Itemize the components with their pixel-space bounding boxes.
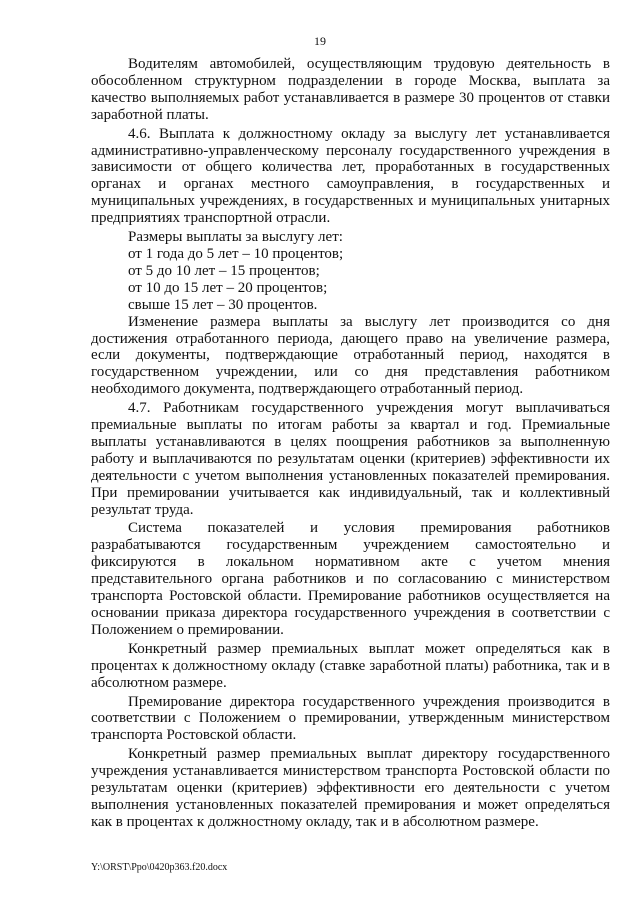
paragraph-seniority-sizes-heading: Размеры выплаты за выслугу лет: (128, 229, 343, 246)
list-item: свыше 15 лет – 30 процентов. (128, 296, 318, 313)
paragraph-bonus-indicators: Система показателей и условия премирования работников разрабатываются государственным учреждением самостоятельно и фиксируются в локальном нормативном акте с учетом мнения представительного органа работников и по согласованию с министерством транспорта Ростовской области. Премирование работников осуществляется на основании приказа директора государственного учреждения в соответствии с Положением о премировании. (91, 520, 610, 638)
list-item: от 5 до 10 лет – 15 процентов; (128, 262, 320, 279)
footer-file-path: Y:\ORST\Ppo\0420p363.f20.docx (91, 862, 228, 873)
paragraph-director-bonus-size: Конкретный размер премиальных выплат директору государственного учреждения устанавливается министерством транспорта Ростовской области по результатам оценки (критериев) эффективности его деятельности с учетом выполнения установленных показателей премирования и может определяться как в процентах к должностному окладу, так и в абсолютном размере. (91, 746, 610, 830)
document-body (91, 56, 610, 833)
list-item: от 10 до 15 лет – 20 процентов; (128, 279, 328, 296)
list-item: от 1 года до 5 лет – 10 процентов; (128, 245, 344, 262)
paragraph-director-bonus: Премирование директора государственного учреждения производится в соответствии с Положением о премировании, утвержденным министерством транспорта Ростовской области. (91, 693, 610, 744)
page-number: 19 (314, 34, 326, 48)
paragraph-4-7-bonus-payments: 4.7. Работникам государственного учреждения могут выплачиваться премиальные выплаты по итогам работы за квартал и год. Премиальные выплаты устанавливаются в целях поощрения работников за выполненную работу и выплачиваются по результатам оценки (критериев) эффективности их деятельности с учетом выполнения установленных показателей премирования. При премировании учитывается как индивидуальный, так и коллективный результат труда. (91, 400, 610, 518)
paragraph-seniority-change: Изменение размера выплаты за выслугу лет производится со дня достижения отработанного периода, дающего право на увеличение размера, если документы, подтверждающие отработанный период, находятся в государственном учреждении, или со дня представления работником необходимого документа, подтверждающего отработанный период. (91, 313, 610, 398)
paragraph-drivers-moscow: Водителям автомобилей, осуществляющим трудовую деятельность в обособленном структурном подразделении в городе Москва, выплата за качество выполняемых работ устанавливается в размере 30 процентов от ставки заработной платы. (91, 56, 610, 123)
paragraph-bonus-size: Конкретный размер премиальных выплат может определяться как в процентах к должностному окладу (ставке заработной платы) работника, так и в абсолютном размере. (91, 640, 610, 691)
paragraph-4-6-seniority-pay: 4.6. Выплата к должностному окладу за выслугу лет устанавливается административно-управленческому персоналу государственного учреждения в зависимости от общего количества лет, проработанных в государственных органах и органах местного самоуправления, в государственных и муниципальных учреждениях, в государственных и муниципальных унитарных предприятиях транспортной отрасли. (91, 125, 610, 227)
